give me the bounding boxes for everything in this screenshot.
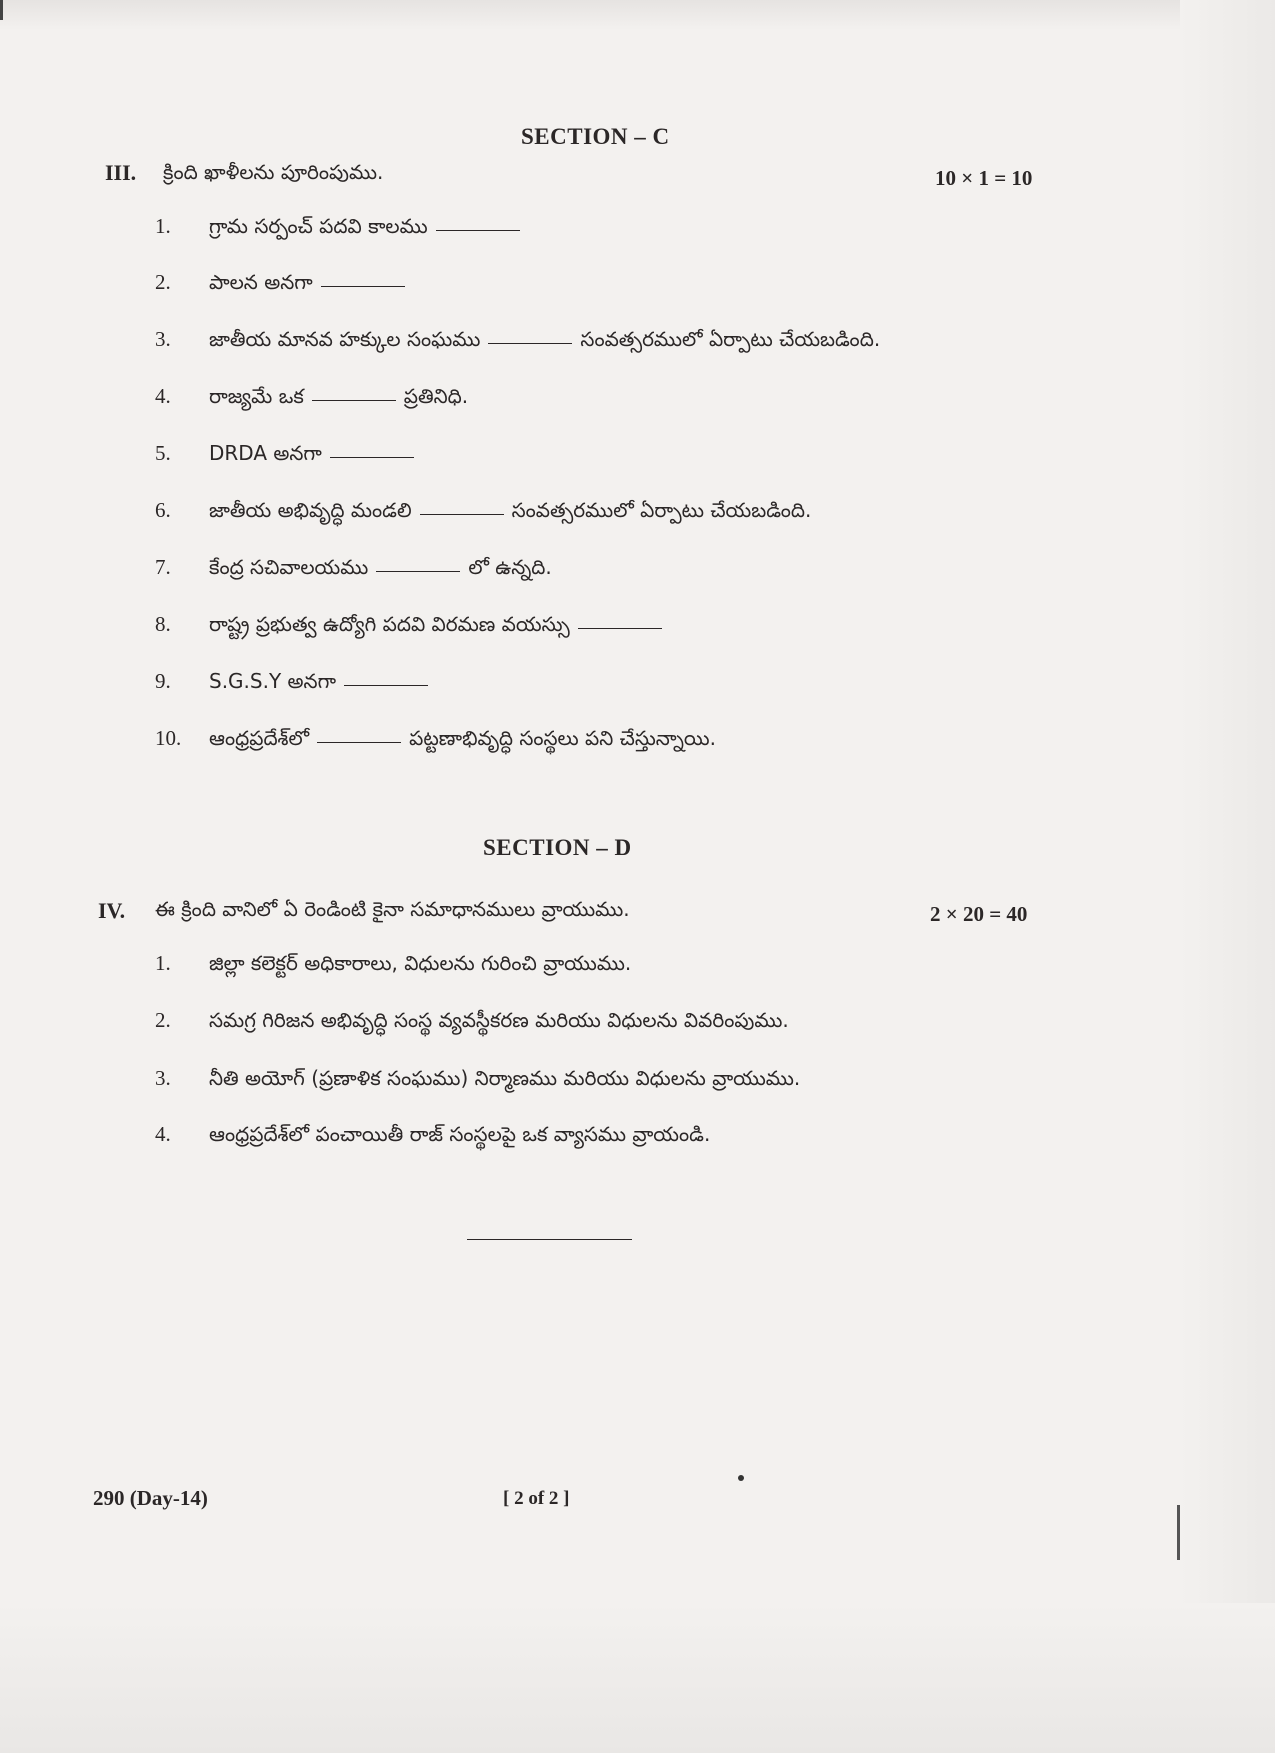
fill-blank-item [155, 669, 436, 703]
answer-blank [312, 400, 396, 401]
item-text-after: ప్రతినిధి. [403, 384, 469, 408]
item-text-after: పట్టణాభివృద్ధి సంస్థలు పని చేస్తున్నాయి. [409, 726, 716, 750]
paper-code: 290 (Day-14) [93, 1486, 208, 1510]
page-number: [ 2 of 2 ] [503, 1488, 570, 1509]
answer-blank [317, 742, 401, 743]
item-number: 2. [155, 1008, 171, 1032]
item-number: 6. [155, 498, 171, 522]
scan-shadow-right [1180, 0, 1275, 1753]
fill-blank-item [155, 441, 422, 475]
item-number: 1. [155, 214, 171, 238]
essay-question-item [155, 1066, 800, 1100]
answer-blank [488, 343, 572, 344]
section-d-instruction: ఈ క్రింది వానిలో ఏ రెండింటి కైనా సమాధానములు వ్రాయుము. [155, 897, 630, 921]
answer-blank [321, 286, 405, 287]
fill-blank-item [155, 327, 880, 361]
item-text: రాజ్యమే ఒక [209, 384, 304, 408]
item-number: 4. [155, 1122, 171, 1146]
item-text-after: సంవత్సరములో ఏర్పాటు చేయబడింది. [511, 498, 812, 522]
scan-margin-mark [1177, 1505, 1180, 1560]
item-text: S.G.S.Y అనగా [209, 669, 336, 693]
item-text-after: సంవత్సరములో ఏర్పాటు చేయబడింది. [580, 327, 881, 351]
section-c-title: SECTION – C [521, 124, 670, 149]
item-text: జాతీయ అభివృద్ధి మండలి [209, 498, 412, 522]
item-number: 4. [155, 384, 171, 408]
scan-speck [738, 1475, 744, 1481]
end-of-paper-rule [467, 1239, 632, 1240]
item-text: సమగ్ర గిరిజన అభివృద్ధి సంస్థ వ్యవస్థీకరణ మరియు విధులను వివరింపుము. [209, 1008, 789, 1032]
fill-blank-item [155, 555, 552, 589]
item-text: జిల్లా కలెక్టర్ అధికారాలు, విధులను గురించి వ్రాయుము. [209, 951, 632, 975]
fill-blank-item [155, 498, 811, 532]
item-text: పాలన అనగా [209, 270, 313, 294]
section-d-title: SECTION – D [483, 835, 632, 860]
item-number: 1. [155, 951, 171, 975]
section-d-marks: 2 × 20 = 40 [930, 902, 1028, 926]
item-number: 9. [155, 669, 171, 693]
essay-question-item [155, 1008, 789, 1042]
item-text: రాష్ట్ర ప్రభుత్వ ఉద్యోగి పదవి విరమణ వయస్సు [209, 612, 570, 636]
section-d-question-number: IV. [98, 898, 126, 923]
scan-shadow-top [0, 0, 1275, 30]
item-text: నీతి అయోగ్ (ప్రణాళిక సంఘము) నిర్మాణము మరియు విధులను వ్రాయుము. [209, 1066, 801, 1090]
item-text: DRDA అనగా [209, 441, 322, 465]
item-number: 5. [155, 441, 171, 465]
fill-blank-item [155, 270, 413, 304]
section-c-question-number: III. [105, 160, 137, 185]
answer-blank [420, 514, 504, 515]
item-text-after: లో ఉన్నది. [468, 555, 552, 579]
scan-edge-mark [0, 0, 3, 20]
item-number: 8. [155, 612, 171, 636]
item-text: జాతీయ మానవ హక్కుల సంఘము [209, 327, 481, 351]
item-text: ఆంధ్రప్రదేశ్‌లో పంచాయితీ రాజ్ సంస్థలపై ఒక వ్యాసము వ్రాయండి. [209, 1122, 711, 1146]
item-number: 3. [155, 327, 171, 351]
answer-blank [344, 685, 428, 686]
fill-blank-item [155, 214, 528, 248]
scan-shadow-bottom [0, 1603, 1275, 1753]
item-number: 7. [155, 555, 171, 579]
item-number: 10. [155, 726, 182, 750]
answer-blank [578, 628, 662, 629]
fill-blank-item [155, 384, 468, 418]
answer-blank [436, 230, 520, 231]
section-c-marks: 10 × 1 = 10 [935, 166, 1033, 190]
essay-question-item [155, 1122, 710, 1156]
item-text: ఆంధ్రప్రదేశ్‌లో [209, 726, 310, 750]
item-text: గ్రామ సర్పంచ్ పదవి కాలము [209, 214, 428, 238]
essay-question-item [155, 951, 631, 985]
answer-blank [330, 457, 414, 458]
section-c-instruction: క్రింది ఖాళీలను పూరింపుము. [163, 160, 384, 184]
fill-blank-item [155, 726, 716, 760]
fill-blank-item [155, 612, 670, 646]
answer-blank [376, 571, 460, 572]
item-number: 3. [155, 1066, 171, 1090]
item-number: 2. [155, 270, 171, 294]
item-text: కేంద్ర సచివాలయము [209, 555, 369, 579]
